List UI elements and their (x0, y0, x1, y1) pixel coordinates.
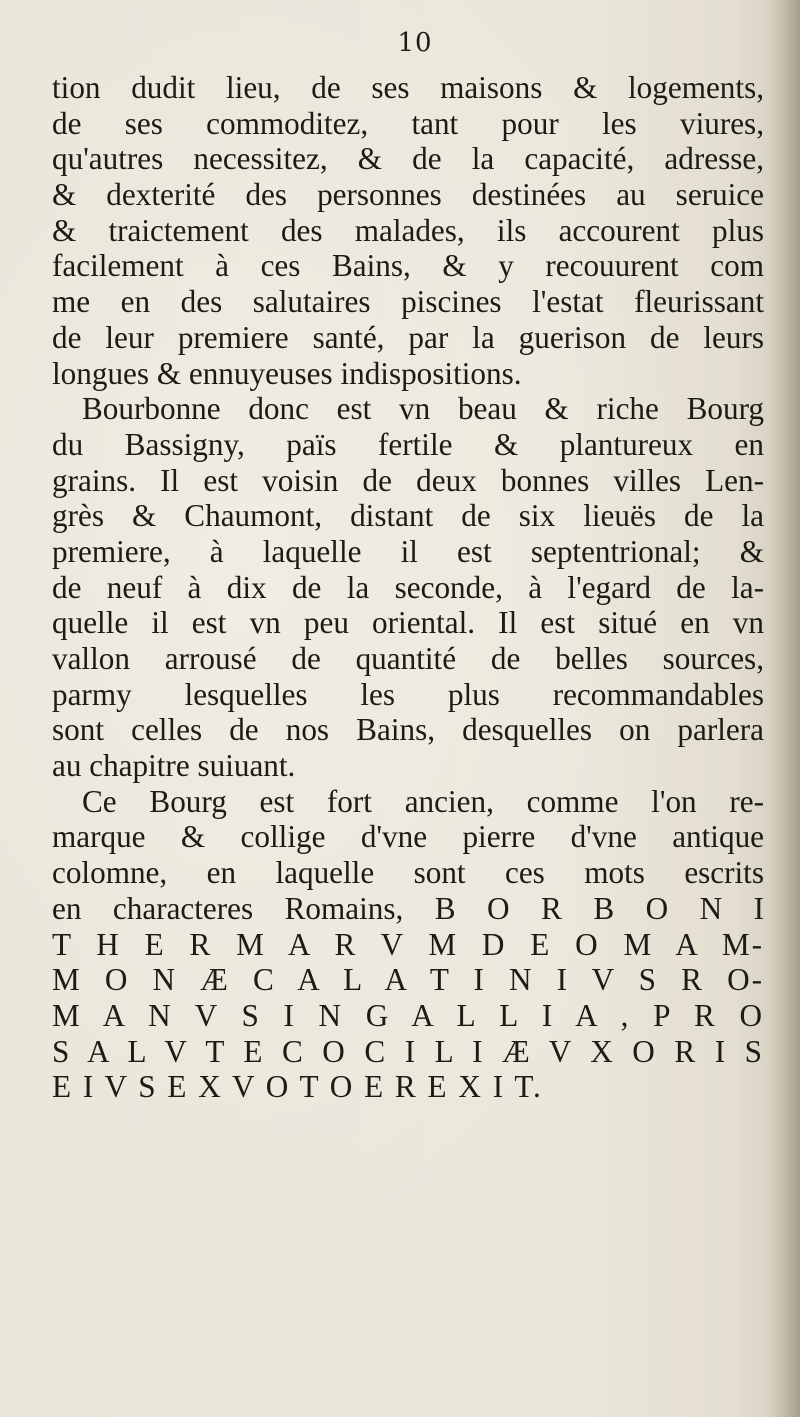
text-line: premiere, à laquelle il est septentrional; & (52, 533, 764, 569)
text-line: parmy lesquelles les plus recommandables (52, 676, 764, 712)
page-text (52, 70, 764, 1105)
text-line: au chapitre suiuant. (52, 748, 296, 784)
page-gutter-shadow (770, 0, 800, 1417)
inscription-line: E I V S E X V O T O E R E X I T. (52, 1069, 543, 1105)
paragraph-1 (52, 70, 764, 391)
inscription-line: S A L V T E C O C I L I Æ V X O R I S (52, 1033, 764, 1069)
text-line: grès & Chaumont, distant de six lieuës de la (52, 498, 764, 534)
text-line: qu'autres necessitez, & de la capacité, adresse, (52, 141, 764, 177)
text-line: de neuf à dix de la seconde, à l'egard de la- (52, 569, 764, 605)
text-line: & traictement des malades, ils accourent plus (52, 212, 764, 248)
text-line: Ce Bourg est fort ancien, comme l'on re- (82, 783, 764, 819)
text-line: vallon arrousé de quantité de belles sources, (52, 641, 764, 676)
inscription-line: M A N V S I N G A L L I A , P R O (52, 997, 764, 1033)
text-line: me en des salutaires piscines l'estat fleurissant (52, 284, 764, 320)
text-line: tion dudit lieu, de ses maisons & logements, (52, 70, 764, 105)
text-line: de ses commoditez, tant pour les viures, (52, 105, 764, 141)
inscription-line: M O N Æ C A L A T I N I V S R O- (52, 962, 764, 998)
text-line: facilement à ces Bains, & y recouurent com (52, 248, 764, 284)
text-line: longues & ennuyeuses indispositions. (52, 355, 522, 391)
text-line: Bourbonne donc est vn beau & riche Bourg (82, 391, 764, 427)
text-line: colomne, en laquelle sont ces mots escrits (52, 855, 764, 891)
text-line: sont celles de nos Bains, desquelles on parlera (52, 712, 764, 748)
page-number: 10 (397, 28, 433, 58)
paragraph-3 (52, 784, 764, 1105)
text-line: quelle il est vn peu oriental. Il est situé en vn (52, 605, 764, 641)
text-line: & dexterité des personnes destinées au seruice (52, 177, 764, 213)
text-line: en characteres Romains, B O R B O N I (52, 890, 764, 926)
text-line: marque & collige d'vne pierre d'vne antique (52, 819, 764, 855)
paragraph-2 (52, 391, 764, 784)
text-line: grains. Il est voisin de deux bonnes villes Len- (52, 462, 764, 498)
inscription-line: T H E R M A R V M D E O M A M- (52, 926, 764, 962)
text-line: du Bassigny, païs fertile & plantureux en (52, 426, 764, 462)
text-line: de leur premiere santé, par la guerison de leurs (52, 319, 764, 355)
